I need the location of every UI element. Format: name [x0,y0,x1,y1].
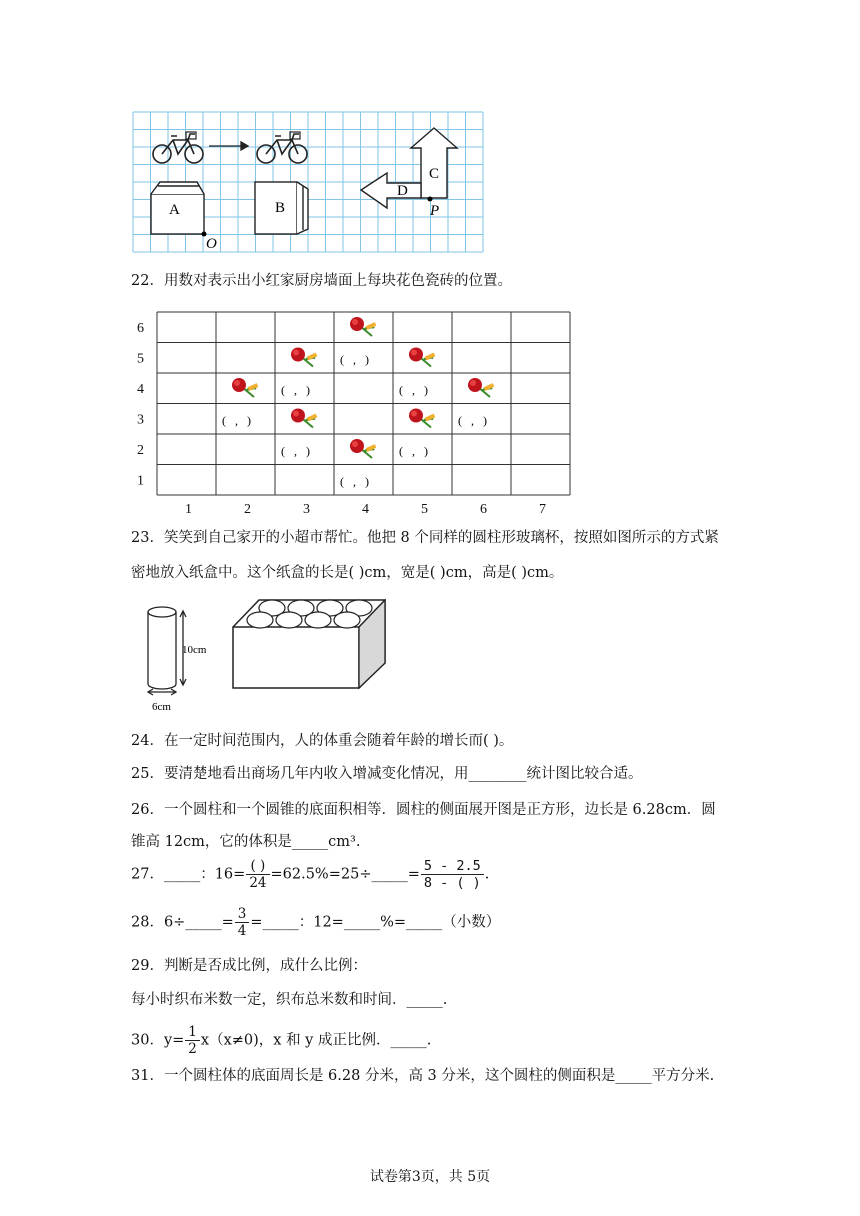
q27-middle: =62.5%=25÷_____= [270,866,420,883]
coordinate-blank: ( , ) [340,352,369,367]
question-27 [131,858,489,891]
cylinder-cup [148,607,186,695]
question-28 [131,906,500,939]
coordinate-blank: ( , ) [399,383,428,397]
label-a: A [169,202,180,218]
q27-frac2-num: 5 - 2.5 [421,858,484,875]
q27-frac1-num: ( ) [246,858,269,875]
q30-suffix: x（x≠0)，x 和 y 成正比例．_____. [200,1032,432,1049]
rose-tile-icon [468,378,494,397]
cup-height-label: 10cm [182,644,207,656]
x-axis-label: 3 [303,502,310,517]
x-axis-label: 7 [539,502,546,517]
question-22: 22．用数对表示出小红家厨房墙面上每块花色瓷砖的位置。 [131,273,512,289]
label-o: O [206,236,217,252]
question-23-line1: 23．笑笑到自己家开的小超市帮忙。他把 8 个同样的圆柱形玻璃杯，按照如图所示的方式紧 [131,530,719,546]
tile-position-table [137,312,577,517]
question-24: 24．在一定时间范围内，人的体重会随着年龄的增长而( )。 [131,733,514,749]
y-axis-label: 6 [137,321,144,336]
cup-top-circle [334,612,360,628]
question-23-line2: 密地放入纸盒中。这个纸盒的长是( )cm，宽是( )cm，高是( )cm。 [131,565,564,581]
q27-suffix: . [484,866,490,883]
x-axis-label: 2 [244,502,251,517]
cup-diameter-label: 6cm [152,701,171,713]
q27-prefix: 27．_____：16= [131,866,246,883]
cup-top-circle [305,612,331,628]
rose-tile-icon [291,348,317,367]
rose-tile-icon [350,439,376,458]
cup-box-figure [140,598,392,716]
q28-fraction [235,906,250,939]
question-30 [131,1024,431,1057]
coordinate-blank: ( , ) [222,413,251,428]
q27-frac2-den: 8 - ( ) [423,875,481,891]
coordinate-blank: ( , ) [458,413,487,428]
q27-fraction-1 [246,858,269,891]
q30-frac-num: 1 [185,1024,200,1041]
rose-tile-icon [350,317,376,336]
label-c: C [429,166,440,182]
y-axis-label: 3 [137,412,144,428]
q28-frac-num: 3 [235,906,250,923]
q28-suffix: =_____：12=_____%=_____（小数） [250,914,501,931]
q28-frac-den: 4 [237,923,247,939]
rose-tile-icon [409,409,435,428]
x-axis-label: 1 [185,502,192,517]
arrow-right-icon [209,142,248,150]
q27-frac1-den: 24 [249,875,267,891]
x-axis-label: 5 [421,502,428,517]
label-d: D [397,183,408,199]
coordinate-blank: ( , ) [281,383,310,397]
label-b: B [275,200,286,216]
page-footer: 试卷第3页，共 5页 [369,1169,491,1185]
question-29-line1: 29．判断是否成比例，成什么比例： [131,958,367,974]
translation-rotation-grid-figure [133,112,483,252]
q27-fraction-2 [421,858,484,891]
question-29-line2: 每小时织布米数一定，织布总米数和时间．_____. [131,992,448,1008]
cup-top-circle [247,612,273,628]
question-26-line2: 锥高 12cm，它的体积是_____cm³. [131,834,361,850]
rose-tile-icon [291,409,317,428]
coordinate-blank: ( , ) [340,474,369,489]
x-axis-label: 4 [362,502,369,517]
question-26-line1: 26．一个圆柱和一个圆锥的底面积相等．圆柱的侧面展开图是正方形，边长是 6.28cm．圆 [131,802,716,818]
question-31: 31．一个圆柱体的底面周长是 6.28 分米，高 3 分米，这个圆柱的侧面积是_____平方分米. [131,1068,715,1084]
x-axis-label: 6 [480,502,487,517]
rose-tile-icon [409,348,435,367]
point-p [428,197,433,202]
label-p: P [430,203,440,219]
y-axis-label: 1 [137,473,144,489]
q30-fraction [185,1024,200,1057]
y-axis-label: 5 [137,351,144,367]
q28-prefix: 28．6÷_____= [131,914,234,931]
coordinate-blank: ( , ) [399,444,428,458]
question-25: 25．要清楚地看出商场几年内收入增减变化情况，用________统计图比较合适。 [131,766,643,782]
coordinate-blank: ( , ) [281,444,310,458]
cup-top-circle [276,612,302,628]
y-axis-label: 2 [137,443,144,458]
rose-tile-icon [232,378,258,397]
q30-frac-den: 2 [188,1041,197,1057]
q30-prefix: 30．y= [131,1032,185,1049]
arrow-left-shape-d [361,173,421,208]
y-axis-label: 4 [137,382,144,397]
